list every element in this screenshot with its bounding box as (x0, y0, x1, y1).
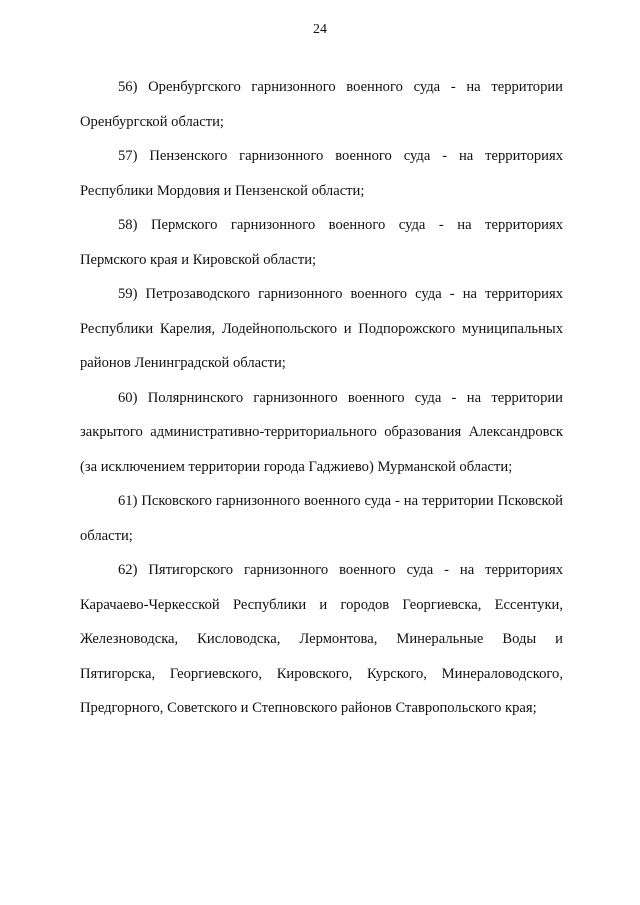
document-body (80, 70, 563, 726)
paragraph-56: 56) Оренбургского гарнизонного военного суда - на территории Оренбургской области; (80, 79, 563, 130)
paragraph-62: 62) Пятигорского гарнизонного военного суда - на территориях Карачаево-Черкесской Республики и городов Георгиевска, Ессентуки, Железноводска, Кисловодска, Лермонтова, Минеральные Воды и Пятигорска, Георгиевского, Кировского, Курского, Минераловодского, Предгорного, Советского и Степновского районов Ставропольского края; (80, 562, 563, 716)
paragraph-61: 61) Псковского гарнизонного военного суда - на территории Псковской области; (80, 493, 563, 544)
paragraph-60: 60) Полярнинского гарнизонного военного суда - на территории закрытого административно-территориального образования Александровск (за исключением территории города Гаджиево) Мурманской области; (80, 389, 563, 475)
page-number: 24 (313, 22, 327, 37)
paragraph-57: 57) Пензенского гарнизонного военного суда - на территориях Республики Мордовия и Пензенской области; (80, 148, 563, 199)
paragraph-59: 59) Петрозаводского гарнизонного военного суда - на территориях Республики Карелия, Лодейнопольского и Подпорожского муниципальных районов Ленинградской области; (80, 286, 563, 371)
paragraph-58: 58) Пермского гарнизонного военного суда - на территориях Пермского края и Кировской области; (80, 217, 563, 268)
